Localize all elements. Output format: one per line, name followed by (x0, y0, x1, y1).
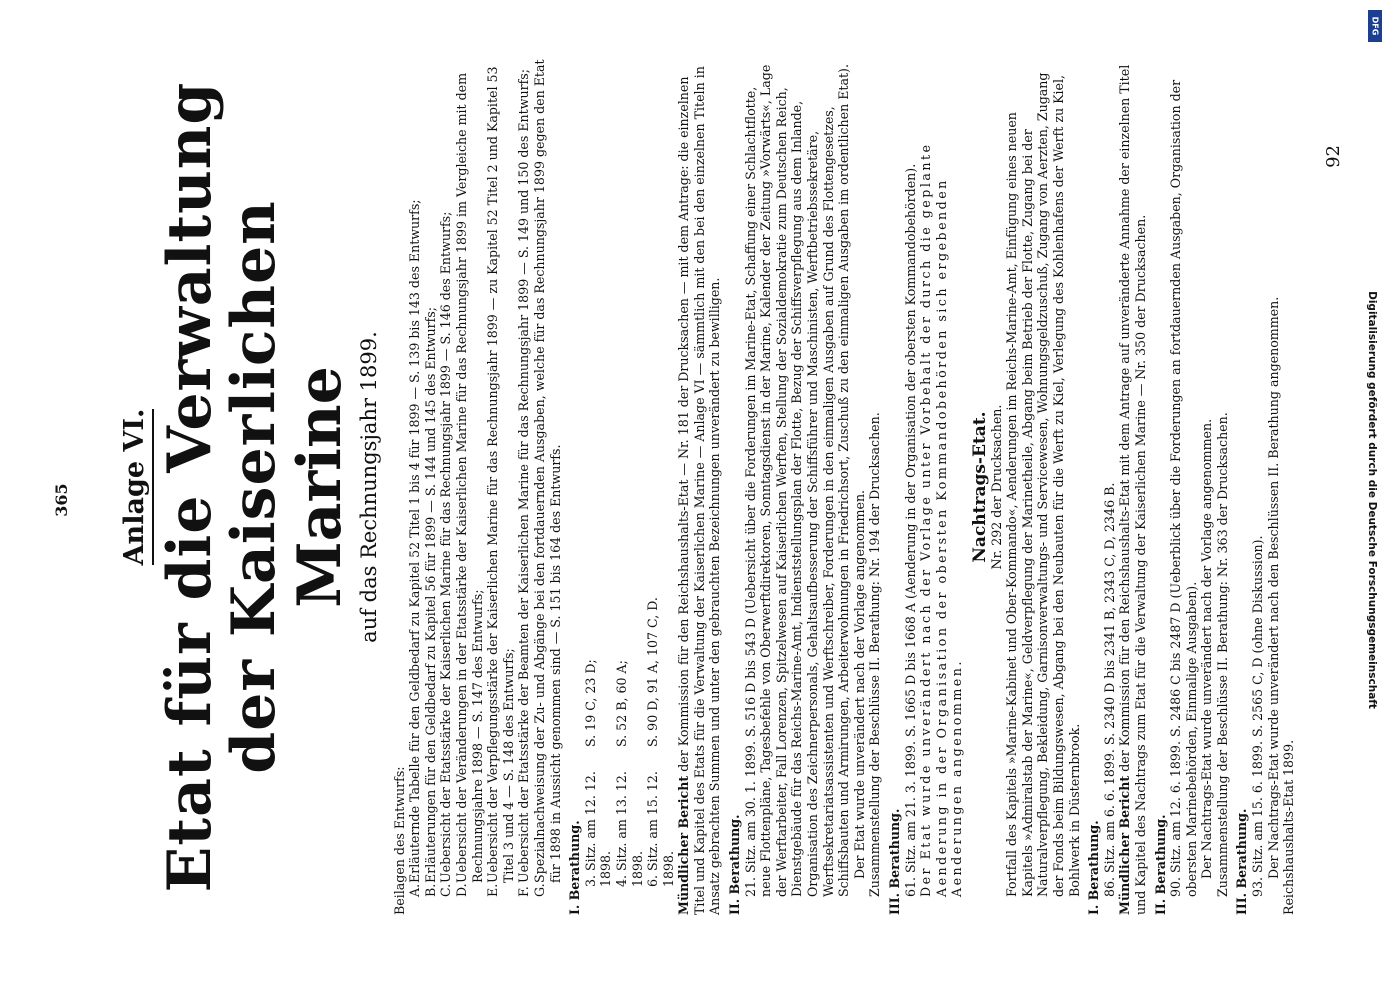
beilage-item (531, 59, 562, 915)
sitzung-date: 6. Sitz. am 15. 12. 1898. (644, 771, 676, 887)
beilage-label: A. (406, 883, 422, 897)
sitzung-row (582, 59, 613, 915)
beilage-label: F. (515, 886, 531, 897)
dritte-beratung-heading: III. Berathung. (886, 808, 902, 915)
beilage-item (516, 59, 532, 915)
beilage-label: G. (531, 883, 547, 897)
digitization-note-text: Digitalisierung gefördert durch die Deutsche Forschungsgemeinschaft (1366, 291, 1378, 709)
nachtrag-dritte-beratung-heading: III. Berathung. (1233, 808, 1249, 915)
muendlicher-bericht-text: der Kommission für den Reichshaushalts-Etat — Nr. 181 der Drucksachen — mit dem Antrage: die einzelnen Titel und Kapitel des Etats für die Verwaltung der Kaiserlichen Marine — Anlage VI — sämmtlich mit den bei den einzelnen Titeln in Ansatz gebrachten Summen und unter den gebrauchten Bezeichnungen unverändert zu bewilligen. (675, 66, 722, 915)
sitzung-pages: S. 90 D, 91 A, 107 C, D. (644, 597, 660, 747)
nachtrag-erste-sitzung: 86. Sitz. am 6. 6. 1899. S. 2340 D bis 2341 B, 2343 C, D, 2346 B. (1101, 482, 1117, 897)
erste-beratung-heading: I. Berathung. (566, 820, 582, 915)
sitzung-date: 4. Sitz. am 13. 12. 1898. (613, 771, 644, 887)
beilage-item (485, 59, 516, 915)
beilagen-heading: Beilagen des Entwurfs: (391, 766, 407, 915)
document-subtitle: auf das Rechnungsjahr 1899. (356, 331, 381, 643)
anlage-heading (120, 59, 150, 915)
beilage-text: Uebersicht der Verpflegungsstärke der Kaiserlichen Marine für das Rechnungsjahr 1899 — zu Kapitel 52 Titel 2 und Kapitel 53 Titel 3 und 4 — S. 148 des Entwurfs; (484, 66, 516, 883)
beilage-item (407, 59, 423, 915)
nachtrag-drucksache: Nr. 292 der Drucksachen. (988, 404, 1004, 570)
beilage-label: C. (437, 883, 453, 897)
nachtrag-zweite-ergebnis: Der Nachtrags-Etat wurde unverändert nach der Vorlage angenommen. (1198, 418, 1214, 879)
beilage-text: Erläuternde Tabelle für den Geldbedarf zu Kapitel 52 Titel 1 bis 4 für 1899 — S. 139 bis 143 des Entwurfs; (406, 199, 422, 883)
nachtrag-zweite-beratung-heading: II. Berathung. (1152, 814, 1167, 915)
sitzung-row (613, 59, 644, 915)
dritte-sitzung: 61. Sitz. am 21. 3. 1899. S. 1665 D bis 1668 A (Aenderung in der Organisation der obersten Kommandobehörden). (902, 163, 918, 897)
zweite-ergebnis: Der Etat wurde unverändert nach der Vorlage angenommen. (851, 489, 867, 879)
beilage-item (438, 59, 454, 915)
nachtrag-title: Nachtrags-Etat. (969, 411, 990, 563)
document-title: Etat für die Verwaltung der Kaiserlichen (154, 81, 289, 893)
muendlicher-bericht-2 (1117, 59, 1148, 915)
zweite-beratung-heading: II. Berathung. (726, 814, 742, 915)
nachtrag-erste-beratung-heading: I. Berathung. (1085, 820, 1101, 915)
anlage-label: Anlage VI. (119, 409, 154, 566)
dfg-logo-text: DFG (1370, 16, 1380, 36)
beilage-text: Uebersicht der Etatsstärke der Kaiserlichen Marine für das Rechnungsjahr 1899 — S. 146 des Entwurfs; (437, 211, 453, 883)
dritte-ergebnis: Der Etat wurde unverändert nach der Vorlage unter Vorbehalt der durch die geplante Aenderung in der Organisation der obersten Kommandobehörden sich ergebenden Aenderungen angenommen. (917, 142, 964, 897)
nachtrag-text: Fortfall des Kapitels »Marine-Kabinet und Ober-Kommando«, Aenderungen im Reichs-Marine-Amt, Einfügung eines neuen Kapitels »Admiralstab der Marine«, Geldverpflegung der Marinetheile, Abgang beim Betrieb der Flotte, Zugang bei der Naturalverpflegung, Bekleidung, Garnisonverwaltungs- und Servicewesen, Wohnungsgeldzuschuß, Zugang von Aerzten, Zugang der Fonds beim Bildungswesen, Abgang bei den Neubauten für die Werft zu Kiel, Verlegung des Kohlenhafens der Werft zu Kiel, Bohlwerk in Düsternbrook. (1003, 72, 1082, 897)
page-number: 365 (51, 483, 71, 517)
muendlicher-bericht-text: der Kommission für den Reichshaushalts-Etat mit dem Antrage auf unveränderte Annahme der einzelnen Titel und Kapitel des Nachtrags zum Etat für die Verwaltung der Kaiserlichen Marine — Nr. 350 der Drucksachen. (1116, 64, 1148, 915)
beilage-label: D. (453, 883, 469, 897)
beilagen-list (407, 59, 563, 915)
beilage-item (422, 59, 438, 915)
beilage-text: Uebersicht der Veränderungen in der Etatsstärke der Kaiserlichen Marine für das Rechnungsjahr 1899 im Vergleiche mit dem Rechnungsjahre 1898 — S. 147 des Entwurfs; (453, 72, 485, 883)
digitization-note (1362, 12, 1382, 988)
sitzung-pages: S. 52 B, 60 A; (613, 660, 629, 747)
beilage-item (453, 59, 484, 915)
footer-number: 92 (1322, 145, 1344, 168)
beilage-text: Erläuterungen für den Geldbedarf zu Kapitel 56 für 1899 — S. 144 und 145 des Entwurfs; (422, 307, 438, 883)
beilage-text: Uebersicht der Etatsstärke der Beamten der Kaiserlichen Marine für das Rechnungsjahr 1899 — S. 149 und 150 des Entwurfs; (515, 69, 531, 883)
sitzung-date: 3. Sitz. am 12. 12. 1898. (582, 771, 613, 887)
muendlicher-bericht-label: Mündlicher Bericht (1116, 775, 1132, 915)
nachtrag-zweite-zusammenstellung: Zusammenstellung der Beschlüsse II. Berathung: Nr. 363 der Drucksachen. (1214, 412, 1230, 897)
zweite-sitzung: 21. Sitz. am 30. 1. 1899. S. 516 D bis 543 D (Uebersicht über die Forderungen im Marine-Etat, Schaffung einer Schlachtflotte, neue Flottenpläne, Tagesbefehle von Oberwerftdirektoren, Sonntagsdienst in der Marine, Kalender der Zeitung »Vorwärts«, Lage der Werftarbeiter, Fall Lorenzen, Spitzelwesen auf Kaiserlichen Werften, Stellung der Sozialdemokratie zum Deutschen Reich, Dienstgebäude für das Reichs-Marine-Amt, Indienststellungsplan der Flotte, Bezug der Schiffsverpflegung aus dem Inlande, Organisation des Zeichnerpersonals, Gehaltsaufbesserung der Schiffsführer und Maschinisten, Werftbetriebssekretäre, Werftsekretariatsassistenten und Werftschreiber, Forderungen in den einmaligen Ausgaben auf Grund des Flottengesetzes, Schiffsbauten und Armirungen, Arbeiterwohnungen in Friedrichsort, Zuschuß zu den einmaligen Ausgaben im ordentlichen Etat). (742, 64, 851, 897)
nachtrag-dritte-ergebnis: Der Nachtrags-Etat wurde unverändert nach den Beschlüssen II. Berathung angenommen. (1265, 296, 1281, 879)
sitzung-row (645, 59, 676, 915)
sitzung-pages: S. 19 C, 23 D; (582, 659, 598, 747)
nachtrag-zweite-sitzung: 90. Sitz. am 12. 6. 1899. S. 2486 C bis 2487 D (Ueberblick über die Forderungen an fortdauernden Ausgaben, Organisation der obersten Marinebehörden, Einmalige Ausgaben). (1167, 79, 1199, 897)
beilage-label: E. (484, 883, 500, 897)
dfg-logo (1368, 10, 1382, 42)
zweite-zusammenstellung: Zusammenstellung der Beschlüsse II. Berathung: Nr. 194 der Drucksachen. (866, 412, 882, 897)
beilage-label: B. (422, 883, 438, 897)
muendlicher-bericht-label: Mündlicher Bericht (675, 775, 691, 915)
schluss-zeile: Reichshaushalts-Etat 1899. (1280, 739, 1296, 915)
document-title-line2: Marine (284, 366, 355, 608)
nachtrag-dritte-sitzung: 93. Sitz. am 15. 6. 1899. S. 2565 C, D (ohne Diskussion). (1249, 535, 1265, 897)
rotated-document-page (12, 25, 1372, 975)
muendlicher-bericht-1 (676, 59, 723, 915)
beilage-text: Spezialnachweisung der Zu- und Abgänge bei den fortdauernden Ausgaben, welche für das Rechnungsjahr 1899 gegen den Etat für 1898 in Aussicht genommen sind — S. 151 bis 164 des Entwurfs. (531, 59, 563, 883)
